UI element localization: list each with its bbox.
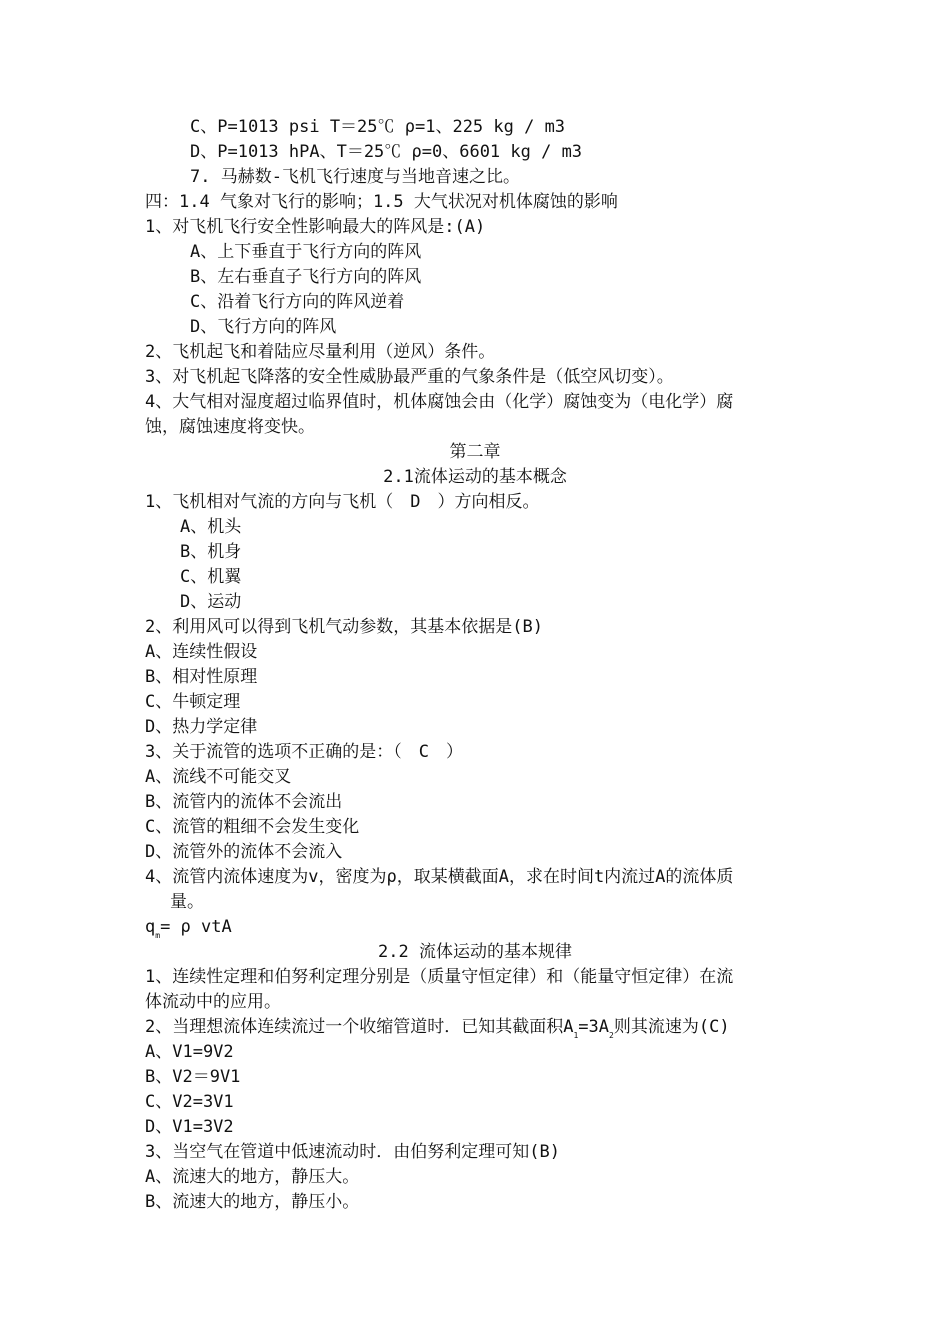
question: 2、飞机起飞和着陆应尽量利用（逆风）条件。 bbox=[145, 342, 496, 362]
option: B、流速大的地方，静压小。 bbox=[145, 1192, 360, 1212]
text-line: C、P=1013 psi T＝25℃ ρ=1、225 kg / m3 bbox=[190, 117, 566, 137]
question-continued: 量。 bbox=[170, 892, 204, 912]
formula-subscript: m bbox=[155, 931, 161, 940]
question-continued: 蚀，腐蚀速度将变快。 bbox=[145, 417, 315, 437]
text-line: D、P=1013 hPA、T＝25℃ ρ=0、6601 kg / m3 bbox=[190, 142, 583, 162]
option: C、V2=3V1 bbox=[145, 1092, 234, 1112]
option: D、V1=3V2 bbox=[145, 1117, 234, 1137]
question bbox=[145, 1015, 730, 1040]
option: D、流管外的流体不会流入 bbox=[145, 842, 343, 862]
option: D、热力学定律 bbox=[145, 717, 258, 737]
formula-rhs: = ρ vtA bbox=[160, 917, 232, 937]
question: 1、飞机相对气流的方向与飞机（ D ）方向相反。 bbox=[145, 492, 540, 512]
question: 3、对飞机起飞降落的安全性威胁最严重的气象条件是（低空风切变）。 bbox=[145, 367, 674, 387]
option: A、V1=9V2 bbox=[145, 1042, 234, 1062]
option: B、相对性原理 bbox=[145, 667, 258, 687]
option: C、机翼 bbox=[180, 567, 242, 587]
option: B、V2＝9V1 bbox=[145, 1067, 241, 1087]
question: 1、对飞机飞行安全性影响最大的阵风是:(A) bbox=[145, 217, 486, 237]
section-heading: 四：1.4 气象对飞行的影响；1.5 大气状况对机体腐蚀的影响 bbox=[145, 192, 618, 212]
option: A、上下垂直于飞行方向的阵风 bbox=[190, 242, 422, 262]
formula-symbol: q bbox=[145, 917, 156, 937]
question-text: 则其流速为(C) bbox=[613, 1017, 730, 1037]
option: D、飞行方向的阵风 bbox=[190, 317, 337, 337]
question: 2、利用风可以得到飞机气动参数，其基本依据是(B) bbox=[145, 617, 543, 637]
option: A、连续性假设 bbox=[145, 642, 258, 662]
option: B、流管内的流体不会流出 bbox=[145, 792, 343, 812]
question: 4、流管内流体速度为v，密度为ρ，取某横截面A，求在时间t内流过A的流体质 bbox=[145, 867, 734, 887]
subscript: 1 bbox=[573, 1031, 579, 1040]
question-text: 2、当理想流体连续流过一个收缩管道时．已知其截面积A bbox=[145, 1017, 574, 1037]
text-line: 7. 马赫数-飞机飞行速度与当地音速之比。 bbox=[190, 167, 520, 187]
chapter-title: 第二章 bbox=[449, 442, 501, 462]
question-text: =3A bbox=[578, 1017, 610, 1037]
question: 3、当空气在管道中低速流动时．由伯努利定理可知(B) bbox=[145, 1142, 560, 1162]
option: B、左右垂直子飞行方向的阵风 bbox=[190, 267, 422, 287]
question: 4、大气相对湿度超过临界值时，机体腐蚀会由（化学）腐蚀变为（电化学）腐 bbox=[145, 392, 734, 412]
question-continued: 体流动中的应用。 bbox=[145, 992, 281, 1012]
option: A、流速大的地方，静压大。 bbox=[145, 1167, 360, 1187]
question: 1、连续性定理和伯努利定理分别是（质量守恒定律）和（能量守恒定律）在流 bbox=[145, 967, 734, 987]
option: C、沿着飞行方向的阵风逆着 bbox=[190, 292, 405, 312]
option: D、运动 bbox=[180, 592, 242, 612]
formula bbox=[145, 915, 232, 940]
option: C、牛顿定理 bbox=[145, 692, 241, 712]
section-title: 2.2 流体运动的基本规律 bbox=[378, 942, 572, 962]
option: C、流管的粗细不会发生变化 bbox=[145, 817, 360, 837]
option: A、机头 bbox=[180, 517, 242, 537]
option: A、流线不可能交叉 bbox=[145, 767, 292, 787]
option: B、机身 bbox=[180, 542, 242, 562]
question: 3、关于流管的选项不正确的是：（ C ） bbox=[145, 742, 463, 762]
subscript: 2 bbox=[609, 1031, 614, 1040]
section-title: 2.1流体运动的基本概念 bbox=[383, 467, 567, 487]
